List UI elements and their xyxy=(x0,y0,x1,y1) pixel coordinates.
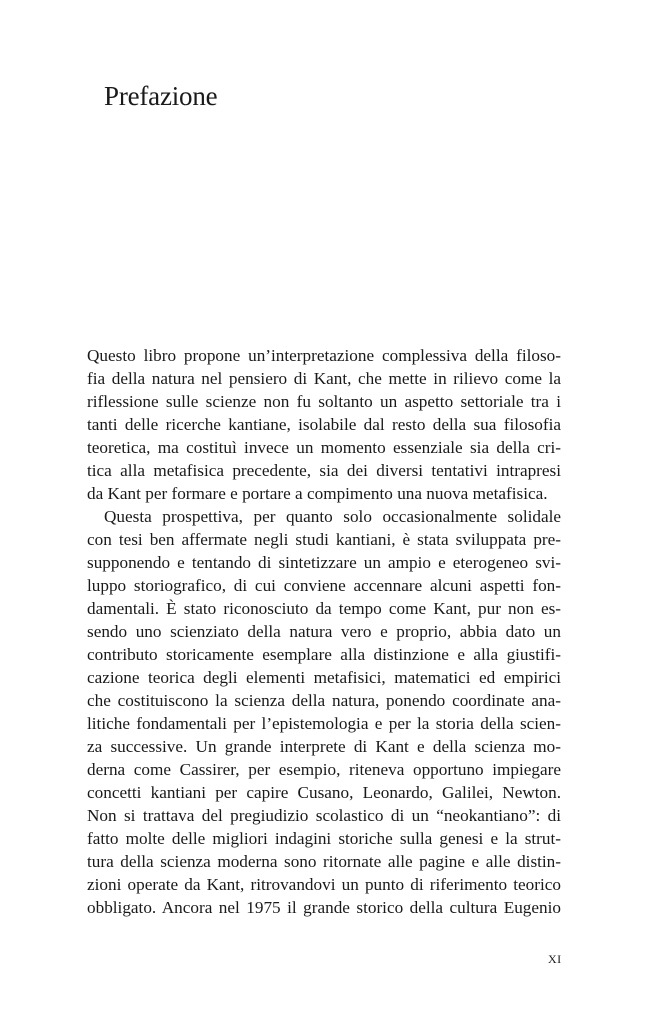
text-line: Questo libro propone un’interpretazione complessiva della filoso- xyxy=(87,346,561,365)
text-line: fia della natura nel pensiero di Kant, che mette in rilievo come la xyxy=(87,369,561,388)
text-line: luppo storiografico, di cui conviene accennare alcuni aspetti fon- xyxy=(87,576,561,595)
page-number: XI xyxy=(548,952,562,966)
text-line: Questa prospettiva, per quanto solo occasionalmente solidale xyxy=(104,507,561,526)
text-line: tanti delle ricerche kantiane, isolabile dal resto della sua filosofia xyxy=(87,415,561,434)
text-line: litiche fondamentali per l’epistemologia e per la storia della scien- xyxy=(87,714,561,733)
text-line: teoretica, ma costituì invece un momento essenziale sia della cri- xyxy=(87,438,561,457)
text-line: che costituiscono la scienza della natura, ponendo coordinate ana- xyxy=(87,691,561,710)
text-line: contributo storicamente esemplare alla distinzione e alla giustifi- xyxy=(87,645,561,664)
text-line: damentali. È stato riconosciuto da tempo come Kant, pur non es- xyxy=(87,599,561,618)
text-line: tura della scienza moderna sono ritornate alle pagine e alle distin- xyxy=(87,852,561,871)
body-text xyxy=(87,344,561,919)
text-line: supponendo e tentando di sintetizzare un ampio e eterogeneo svi- xyxy=(87,553,561,572)
text-line: sendo uno scienziato della natura vero e proprio, abbia dato un xyxy=(87,622,561,641)
page-title: Prefazione xyxy=(104,81,218,111)
text-line: tica alla metafisica precedente, sia dei diversi tentativi intrapresi xyxy=(87,461,561,480)
text-line: derna come Cassirer, per esempio, riteneva opportuno impiegare xyxy=(87,760,561,779)
text-line: za successive. Un grande interprete di Kant e della scienza mo- xyxy=(87,737,561,756)
text-line: Non si trattava del pregiudizio scolastico di un “neokantiano”: di xyxy=(87,806,561,825)
text-line: concetti kantiani per capire Cusano, Leonardo, Galilei, Newton. xyxy=(87,783,561,802)
text-line: da Kant per formare e portare a compimento una nuova metafisica. xyxy=(87,484,548,503)
text-line: riflessione sulle scienze non fu soltanto un aspetto settoriale tra i xyxy=(87,392,561,411)
text-line: cazione teorica degli elementi metafisici, matematici ed empirici xyxy=(87,668,561,687)
text-line: con tesi ben affermate negli studi kantiani, è stata sviluppata pre- xyxy=(87,530,561,549)
text-line: zioni operate da Kant, ritrovandovi un punto di riferimento teorico xyxy=(87,875,561,894)
text-line: obbligato. Ancora nel 1975 il grande storico della cultura Eugenio xyxy=(87,898,561,917)
text-line: fatto molte delle migliori indagini storiche sulla genesi e la strut- xyxy=(87,829,561,848)
